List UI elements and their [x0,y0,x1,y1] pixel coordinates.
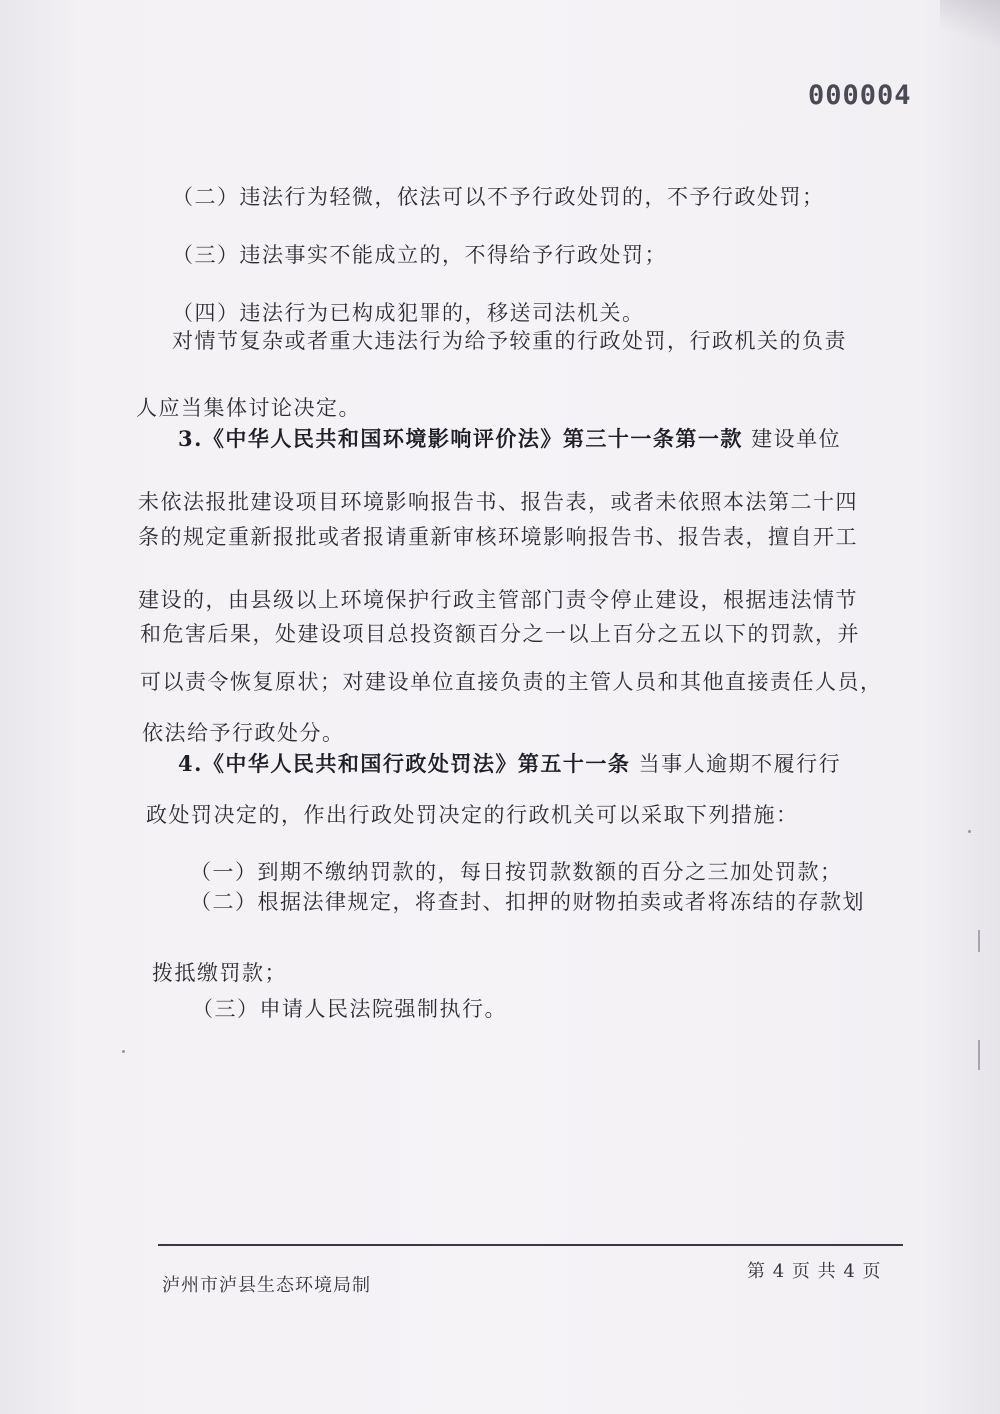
law-heading-line: 3.《中华人民共和国环境影响评价法》第三十一条第一款 建设单位 [178,426,842,451]
text-line: 对情节复杂或者重大违法行为给予较重的行政处罚，行政机关的负责 [172,329,847,353]
law-citation: 3.《中华人民共和国环境影响评价法》第三十一条第一款 [178,426,743,451]
scan-speck [122,1050,125,1053]
text-line: （三）申请人民法院强制执行。 [192,997,507,1021]
text-line: 建设的，由县级以上环境保护行政主管部门责令停止建设，根据违法情节 [138,588,858,612]
law-citation: 4.《中华人民共和国行政处罚法》第五十一条 [178,751,631,776]
scan-edge-mark [978,930,980,952]
text-line: （一）到期不缴纳罚款的，每日按罚款数额的百分之三加处罚款； [190,860,843,884]
text-line: 和危害后果，处建设项目总投资额百分之一以上百分之五以下的罚款，并 [140,622,860,646]
text-line: （二）根据法律规定，将查封、扣押的财物拍卖或者将冻结的存款划 [190,890,865,914]
text-line: 未依法报批建设项目环境影响报告书、报告表，或者未依照本法第二十四 [138,490,858,514]
text-line: 人应当集体讨论决定。 [136,396,361,420]
text-line: （三）违法事实不能成立的，不得给予行政处罚； [172,243,667,267]
footer-issuer: 泸州市泸县生态环境局制 [162,1275,371,1296]
text-line: 可以责令恢复原状；对建设单位直接负责的主管人员和其他直接责任人员， [140,670,883,694]
scan-edge-mark [978,1040,980,1070]
text-line: 政处罚决定的，作出行政处罚决定的行政机关可以采取下列措施： [146,803,799,827]
text-line: （四）违法行为已构成犯罪的，移送司法机关。 [172,301,645,325]
scan-shadow [940,0,1000,50]
text-line: 条的规定重新报批或者报请重新审核环境影响报告书、报告表，擅自开工 [138,525,858,549]
footer-page-info: 第 4 页 共 4 页 [747,1261,882,1282]
law-heading-line: 4.《中华人民共和国行政处罚法》第五十一条 当事人逾期不履行行 [178,751,842,776]
text-line: 依法给予行政处分。 [142,721,345,745]
document-number: 000004 [808,80,912,111]
scan-speck [968,830,971,833]
footer-divider [158,1244,903,1246]
text-line: （二）违法行为轻微，依法可以不予行政处罚的，不予行政处罚； [172,185,825,209]
text-line: 拨抵缴罚款； [152,961,287,985]
